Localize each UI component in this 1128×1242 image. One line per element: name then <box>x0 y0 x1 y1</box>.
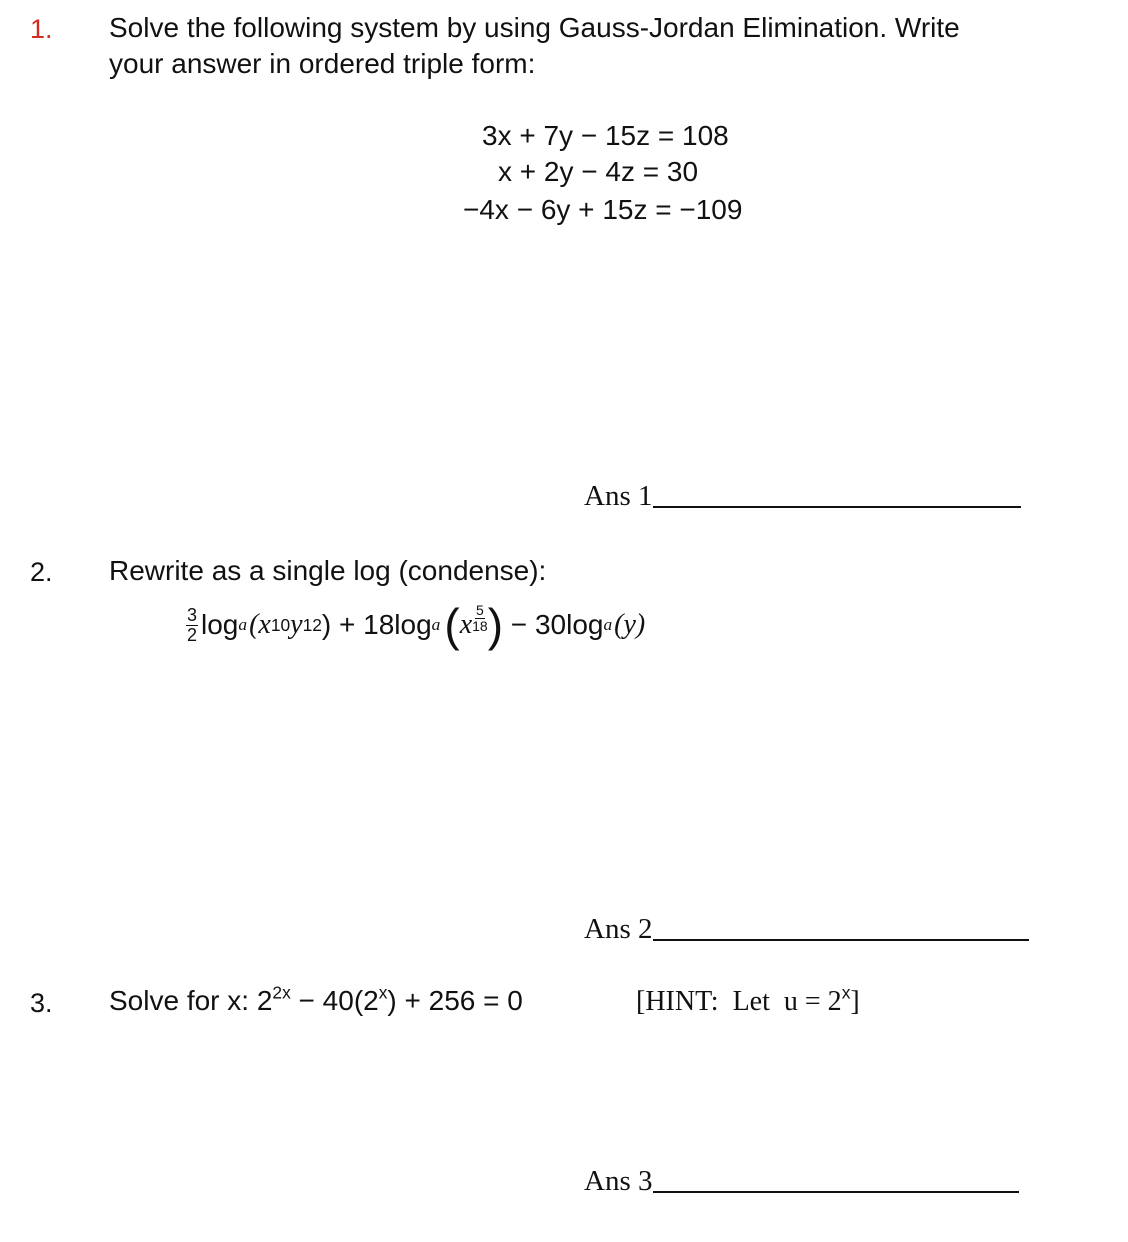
answer-1-blank[interactable] <box>653 506 1021 508</box>
answer-3-label: Ans 3 <box>584 1165 653 1197</box>
problem-1-prompt-line-2: your answer in ordered triple form: <box>109 48 536 79</box>
log-3: log <box>566 609 604 640</box>
equation-2: x + 2y − 4z = 30 <box>498 156 699 187</box>
equation-base: 2 <box>256 985 273 1016</box>
problem-3-number: 3. <box>30 988 53 1018</box>
term-3-arg: (y) <box>614 609 646 640</box>
problem-3-equation-row <box>109 983 523 1019</box>
answer-2-label: Ans 2 <box>584 913 653 945</box>
answer-1-label: Ans 1 <box>584 480 653 512</box>
log-expression: $\frac{3}{2}$ log a (x 10 y 12 ) + 18 log a ( x $\frac{5}{18}$ ) − 30 log a (y) <box>187 599 646 651</box>
equation-end: ) + 256 = 0 <box>387 985 523 1016</box>
equation-exp-2x: 2x <box>272 982 291 1003</box>
hint-open: [HINT: Let u = 2 <box>636 986 842 1017</box>
term-2-exponent <box>472 603 488 634</box>
fraction-denominator: 2 <box>187 624 198 645</box>
answer-2-blank[interactable] <box>653 939 1029 941</box>
problem-2-number: 2. <box>30 557 53 587</box>
problem-3-prompt: Solve for x: <box>109 985 257 1016</box>
hint-close: ] <box>850 986 860 1017</box>
equation-1: 3x + 7y − 15z = 108 <box>482 120 729 151</box>
term-2-exp-denominator: 18 <box>472 617 488 634</box>
answer-2-row <box>584 913 1029 946</box>
term-1-close: ) <box>321 609 332 640</box>
log-2: log <box>394 609 432 640</box>
term-1-open: (x <box>249 609 271 640</box>
log-1: log <box>201 609 239 640</box>
coefficient-fraction <box>186 606 198 645</box>
answer-3-row <box>584 1165 1019 1198</box>
plus-coefficient: + 18 <box>331 609 395 640</box>
equation-3: −4x − 6y + 15z = −109 <box>463 194 743 225</box>
term-2-exp-numerator: 5 <box>476 601 484 618</box>
equation-exp-x: x <box>378 982 388 1003</box>
term-2-var: x <box>459 609 473 640</box>
problem-1-prompt-line-1: Solve the following system by using Gauss-Jordan Elimination. Write <box>109 12 960 43</box>
equation-middle: − 40(2 <box>290 985 379 1016</box>
answer-3-blank[interactable] <box>653 1191 1019 1193</box>
minus-coefficient: − 30 <box>503 609 567 640</box>
fraction-numerator: 3 <box>187 604 198 625</box>
hint <box>636 983 860 1020</box>
hint-exp: x <box>841 982 851 1003</box>
problem-1-number: 1. <box>30 14 53 44</box>
problem-2-prompt: Rewrite as a single log (condense): <box>109 555 547 586</box>
term-1-y: y <box>290 609 303 640</box>
answer-1-row <box>584 480 1021 513</box>
